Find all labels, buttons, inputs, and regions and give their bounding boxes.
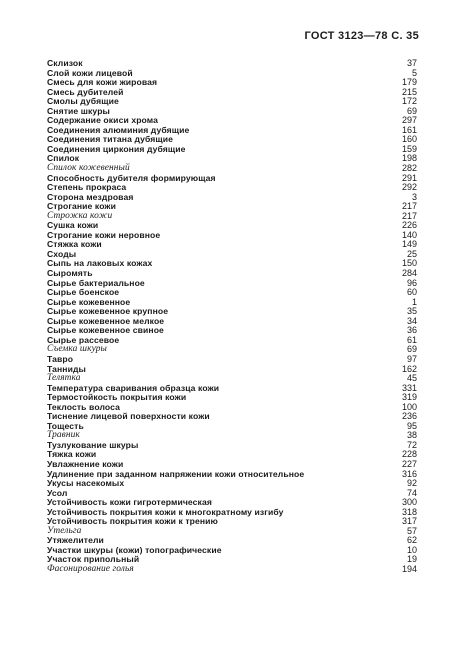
index-term: Утяжелители xyxy=(47,535,104,546)
index-term: Строгание кожи xyxy=(47,201,117,212)
index-page-number: 97 xyxy=(406,353,417,364)
index-term: Смесь для кожи жировая xyxy=(47,77,158,88)
index-page-number: 57 xyxy=(406,525,417,536)
index-page-number: 317 xyxy=(401,516,417,527)
index-entry xyxy=(47,441,417,451)
index-page-number: 284 xyxy=(401,268,417,279)
index-page-number: 215 xyxy=(401,86,417,97)
index-page-number: 150 xyxy=(401,258,417,269)
index-page-number: 45 xyxy=(406,373,417,384)
index-page-number: 25 xyxy=(406,248,417,259)
index-page-number: 38 xyxy=(406,430,417,441)
index-term: Склизок xyxy=(47,58,83,68)
index-term: Танниды xyxy=(47,363,86,374)
index-term: Фасонирование голья xyxy=(47,563,134,574)
index-term: Слой кожи лицевой xyxy=(47,67,133,78)
index-page-number: 96 xyxy=(406,277,417,288)
index-term: Увлажнение кожи xyxy=(47,458,124,469)
index-term: Телятка xyxy=(47,373,81,384)
index-term: Тощесть xyxy=(47,420,84,431)
index-term: Способность дубителя формирующая xyxy=(47,172,216,183)
index-page-number: 300 xyxy=(401,497,417,508)
index-page-number: 3 xyxy=(411,191,417,202)
index-term: Сторона мездровая xyxy=(47,191,134,202)
index-page-number: 172 xyxy=(401,96,417,107)
index-term: Съемка шкуры xyxy=(47,344,107,355)
index-page-number: 140 xyxy=(401,229,417,240)
index-term: Соединения алюминия дубящие xyxy=(47,124,190,135)
index-term: Соединения циркония дубящие xyxy=(47,143,186,154)
index-page-number: 19 xyxy=(406,554,417,565)
index-page-number: 316 xyxy=(401,468,417,479)
index-page-number: 100 xyxy=(401,401,417,412)
index-term: Тавро xyxy=(47,353,74,364)
index-page-number: 318 xyxy=(401,506,417,517)
index-entry xyxy=(47,412,417,422)
index-term: Травник xyxy=(47,430,80,441)
index-term: Строгание кожи неровное xyxy=(47,229,161,240)
index-page-number: 69 xyxy=(406,344,417,355)
index-term: Сырье боенское xyxy=(47,287,120,298)
index-term: Содержание окиси хрома xyxy=(47,115,159,126)
index-page-number: 227 xyxy=(401,458,417,469)
index-entry xyxy=(47,422,417,432)
index-term: Участки шкуры (кожи) топографические xyxy=(47,544,222,555)
index-page-number: 198 xyxy=(401,153,417,164)
index-term: Смолы дубящие xyxy=(47,96,119,107)
index-page-number: 1 xyxy=(411,296,417,307)
index-term: Тузлукование шкуры xyxy=(47,439,139,450)
index-page-number: 228 xyxy=(401,449,417,460)
index-term: Укусы насекомых xyxy=(47,478,125,489)
index-term: Сырье бактериальное xyxy=(47,277,145,288)
index-page-number: 5 xyxy=(411,67,417,78)
index-page-number: 292 xyxy=(401,182,417,193)
index-page-number: 217 xyxy=(401,201,417,212)
index-page-number: 95 xyxy=(406,420,417,431)
index-entry xyxy=(47,259,417,269)
index-entry xyxy=(47,565,417,575)
index-term: Утельга xyxy=(47,525,82,536)
index-term: Участок припольный xyxy=(47,554,140,565)
index-term: Сыпь на лаковых кожах xyxy=(47,258,153,269)
index-term: Устойчивость покрытия кожи к многократному изгибу xyxy=(47,506,284,517)
index-term: Тиснение лицевой поверхности кожи xyxy=(47,411,210,422)
index-page-number: 291 xyxy=(401,172,417,183)
index-term: Теклость волоса xyxy=(47,401,120,412)
index-page-number: 331 xyxy=(401,382,417,393)
index-term: Сырье кожевенное свиное xyxy=(47,325,164,336)
index-page-number: 179 xyxy=(401,77,417,88)
index-term: Сходы xyxy=(47,248,77,259)
index-page-number: 60 xyxy=(406,287,417,298)
subject-index-list xyxy=(47,59,417,575)
index-page-number: 159 xyxy=(401,143,417,154)
index-entry xyxy=(47,345,417,355)
index-page-number: 37 xyxy=(406,58,417,68)
index-term: Сушка кожи xyxy=(47,220,99,231)
index-page-number: 34 xyxy=(406,315,417,326)
index-entry xyxy=(47,355,417,365)
index-term: Спилок кожевенный xyxy=(47,163,130,174)
index-page-number: 72 xyxy=(406,439,417,450)
index-term: Строжка кожи xyxy=(47,210,113,221)
index-term: Сырье кожевенное xyxy=(47,296,131,307)
index-term: Смесь дубителей xyxy=(47,86,124,97)
index-term: Сырье кожевенное крупное xyxy=(47,306,169,317)
index-term: Снятие шкуры xyxy=(47,105,110,116)
index-entry xyxy=(47,231,417,241)
index-page-number: 74 xyxy=(406,487,417,498)
index-entry xyxy=(47,517,417,527)
index-term: Сырье рассевое xyxy=(47,334,120,345)
index-page-number: 217 xyxy=(401,210,417,221)
index-page-number: 161 xyxy=(401,124,417,135)
index-term: Сырье кожевенное мелкое xyxy=(47,315,165,326)
index-page-number: 282 xyxy=(401,163,417,174)
page-header: ГОСТ 3123—78 С. 35 xyxy=(304,30,419,42)
index-term: Температура сваривания образца кожи xyxy=(47,382,220,393)
index-page-number: 36 xyxy=(406,325,417,336)
index-page-number: 35 xyxy=(406,306,417,317)
index-page-number: 149 xyxy=(401,239,417,250)
index-term: Соединения титана дубящие xyxy=(47,134,174,145)
index-page-number: 226 xyxy=(401,220,417,231)
index-term: Степень прокраса xyxy=(47,182,127,193)
index-page-number: 10 xyxy=(406,544,417,555)
index-term: Удлинение при заданном напряжении кожи относительное xyxy=(47,468,305,479)
index-term: Устойчивость кожи гигротермическая xyxy=(47,497,212,508)
index-term: Термостойкость покрытия кожи xyxy=(47,392,187,403)
index-entry xyxy=(47,212,417,222)
index-term: Тяжка кожи xyxy=(47,449,97,460)
index-page-number: 69 xyxy=(406,105,417,116)
index-page-number: 319 xyxy=(401,392,417,403)
index-term: Спилок xyxy=(47,153,80,164)
index-entry xyxy=(47,145,417,155)
index-page-number: 62 xyxy=(406,535,417,546)
index-page-number: 61 xyxy=(406,334,417,345)
index-entry xyxy=(47,365,417,375)
index-page-number: 236 xyxy=(401,411,417,422)
index-page-number: 297 xyxy=(401,115,417,126)
index-term: Стяжка кожи xyxy=(47,239,102,250)
index-term: Устойчивость покрытия кожи к трению xyxy=(47,516,218,527)
index-entry xyxy=(47,479,417,489)
index-page-number: 92 xyxy=(406,478,417,489)
index-term: Сыромять xyxy=(47,268,93,279)
index-page-number: 160 xyxy=(401,134,417,145)
index-page-number: 194 xyxy=(401,563,417,574)
index-page-number: 162 xyxy=(401,363,417,374)
index-entry xyxy=(47,240,417,250)
index-term: Усол xyxy=(47,487,68,498)
